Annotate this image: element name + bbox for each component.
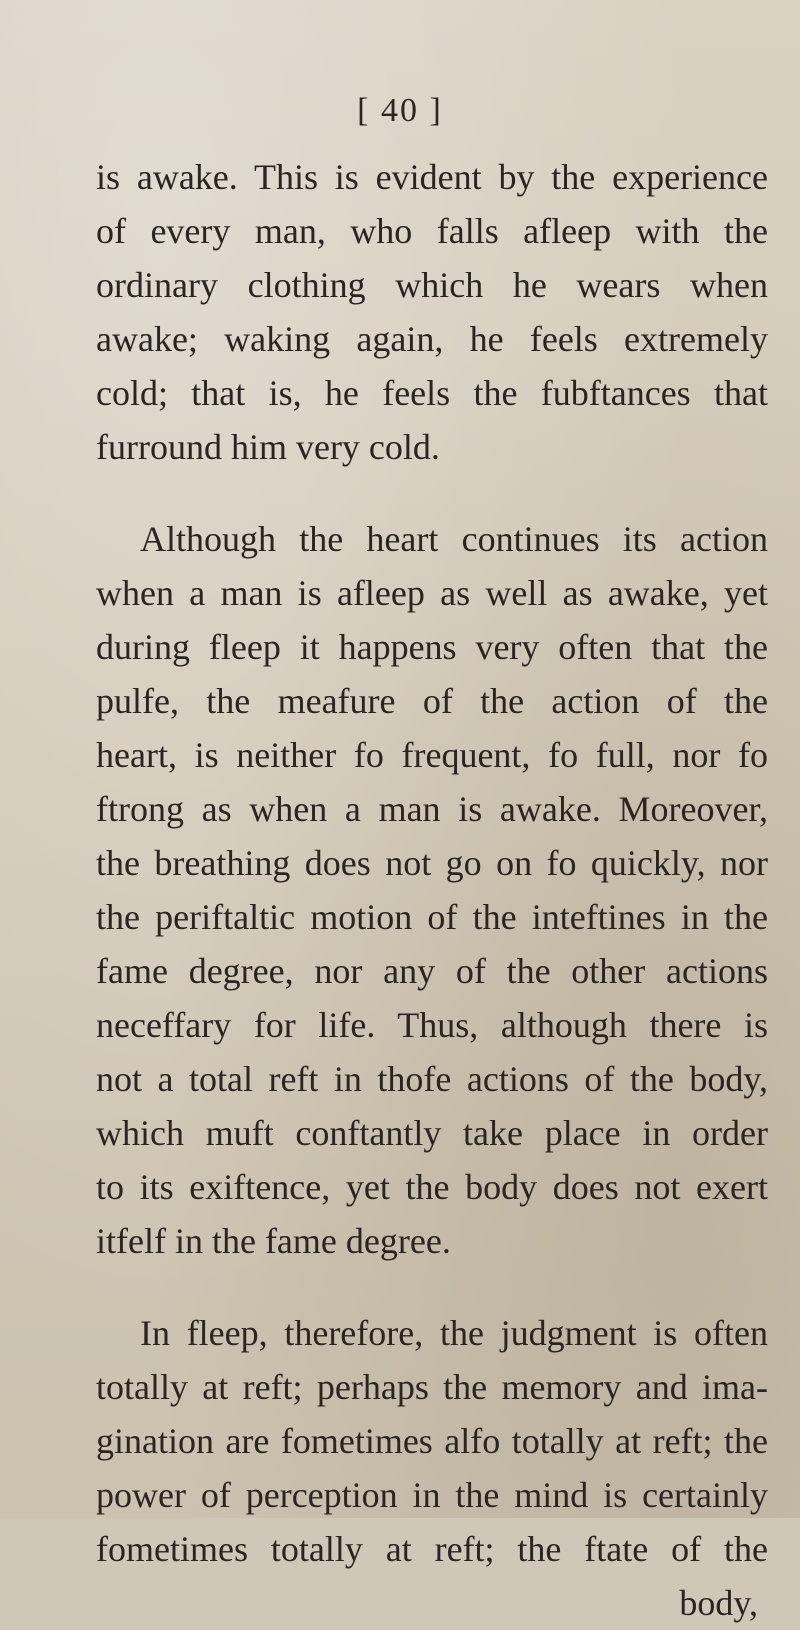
paragraph-1 xyxy=(96,150,768,474)
text-line: which muft conftantly take place in order xyxy=(96,1113,768,1153)
text-line: when a man is afleep as well as awake, yet xyxy=(96,573,768,613)
catchword: body, xyxy=(679,1583,758,1623)
text-line: totally at reft; perhaps the memory and ima- xyxy=(96,1367,768,1407)
text-line: pulfe, the meafure of the action of the xyxy=(96,681,768,721)
text-line: gination are fometimes alfo totally at reft; the xyxy=(96,1421,768,1461)
text-line: not a total reft in thofe actions of the body, xyxy=(96,1059,768,1099)
text-line: ftrong as when a man is awake. Moreover, xyxy=(96,789,768,829)
text-line: the periftaltic motion of the inteftines in the xyxy=(96,897,768,937)
page-number: [ 40 ] xyxy=(357,92,443,129)
text-line: fame degree, nor any of the other actions xyxy=(96,951,768,991)
paragraph-gap xyxy=(96,1268,768,1306)
text-line: Although the heart continues its action xyxy=(140,519,768,559)
text-line: itfelf in the fame degree. xyxy=(96,1221,451,1261)
paragraph-3 xyxy=(96,1306,768,1576)
text-line: neceffary for life. Thus, although there is xyxy=(96,1005,768,1045)
paragraph-gap xyxy=(96,474,768,512)
text-line: cold; that is, he feels the fubftances that xyxy=(96,373,768,413)
paragraph-2 xyxy=(96,512,768,1268)
text-line: during fleep it happens very often that the xyxy=(96,627,768,667)
text-line: fometimes totally at reft; the ftate of the xyxy=(96,1529,768,1569)
text-line: awake; waking again, he feels extremely xyxy=(96,319,768,359)
text-line: furround him very cold. xyxy=(96,427,440,467)
text-line: of every man, who falls afleep with the xyxy=(96,211,768,251)
text-line: heart, is neither fo frequent, fo full, nor fo xyxy=(96,735,768,775)
text-line: power of perception in the mind is certainly xyxy=(96,1475,768,1515)
text-line: is awake. This is evident by the experience xyxy=(96,157,768,197)
text-line: In fleep, therefore, the judgment is often xyxy=(140,1313,768,1353)
text-line: to its exiftence, yet the body does not exert xyxy=(96,1167,768,1207)
text-line: ordinary clothing which he wears when xyxy=(96,265,768,305)
body-text xyxy=(96,150,768,1630)
text-line: the breathing does not go on fo quickly, nor xyxy=(96,843,768,883)
